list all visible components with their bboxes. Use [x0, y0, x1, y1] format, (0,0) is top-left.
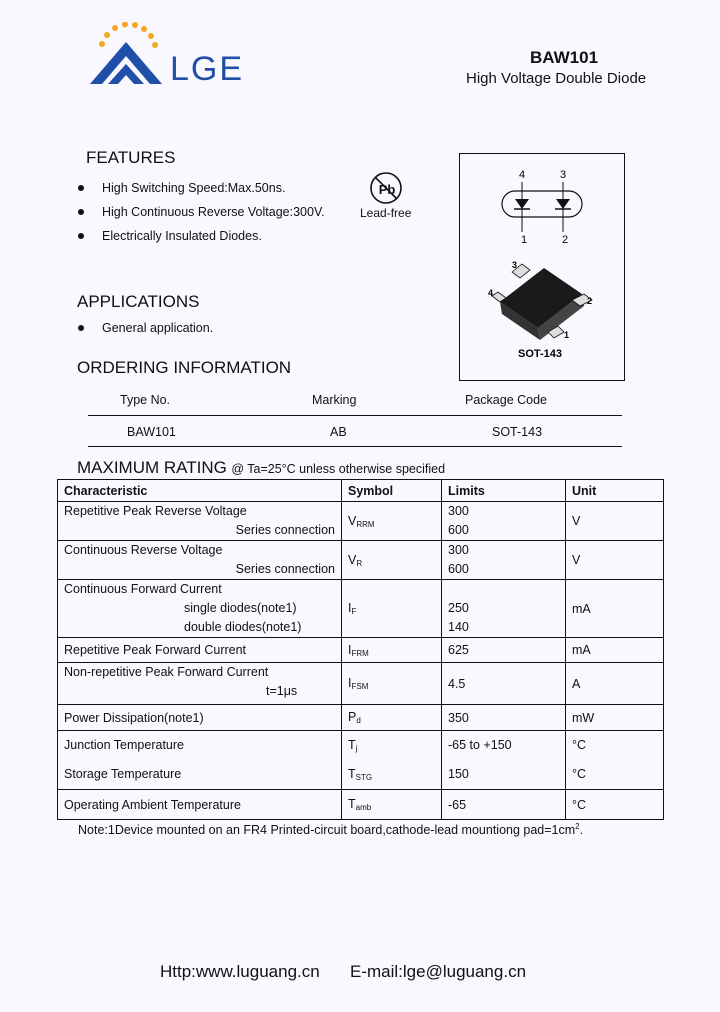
char-text: Continuous Reverse Voltage	[64, 543, 223, 557]
pin-label: 3	[512, 260, 518, 270]
symbol-sub: FRM	[351, 648, 369, 658]
limit-value: 600	[448, 562, 469, 576]
pin-label: 3	[559, 169, 567, 181]
unit: mW	[566, 705, 664, 731]
ordering-type-value: BAW101	[127, 425, 176, 439]
symbol-sub: FSM	[351, 682, 369, 691]
package-name: SOT-143	[517, 348, 563, 360]
table-header: Unit	[566, 480, 664, 502]
ordering-header-type: Type No.	[120, 393, 171, 407]
table-row	[58, 705, 664, 731]
unit: mA	[566, 580, 664, 638]
pb-free-icon	[366, 170, 406, 206]
pin-label: 4	[488, 288, 494, 298]
diode-schematic-icon	[460, 154, 624, 380]
max-rating-heading	[77, 458, 445, 478]
bullet-icon	[78, 325, 84, 331]
list-item: High Switching Speed:Max.50ns.	[78, 176, 325, 200]
table-row	[58, 731, 664, 790]
table-header-row	[58, 480, 664, 502]
char-text: Non-repetitive Peak Forward Current	[64, 665, 269, 679]
limit-value: 300	[448, 543, 469, 557]
char-text: Series connection	[235, 523, 335, 537]
char-text: Power Dissipation(note1)	[58, 705, 342, 731]
unit: mA	[566, 638, 664, 663]
part-number: BAW101	[530, 48, 599, 67]
symbol-sub: amb	[355, 803, 372, 812]
table-header: Limits	[442, 480, 566, 502]
table-header: Symbol	[342, 480, 442, 502]
char-text: double diodes(note1)	[184, 620, 302, 634]
company-logo	[88, 22, 168, 93]
symbol: T	[348, 797, 356, 811]
ordering-title: ORDERING INFORMATION	[77, 358, 292, 377]
limit-value: 350	[442, 705, 566, 731]
table-row	[58, 580, 664, 638]
symbol: I	[348, 601, 352, 615]
pin-label: 4	[518, 169, 526, 181]
table-row	[58, 541, 664, 580]
bullet-icon	[78, 185, 84, 191]
char-text: Repetitive Peak Forward Current	[58, 638, 342, 663]
footnote: Note:1Device mounted on an FR4 Printed-circuit board,cathode-lead mountiong $pad=1cm^2$.	[78, 822, 584, 838]
table-row	[58, 790, 664, 820]
divider	[88, 415, 622, 416]
pin-label: 2	[561, 234, 569, 246]
features-list	[78, 176, 325, 248]
part-subtitle: High Voltage Double Diode	[466, 70, 647, 87]
symbol: T	[348, 738, 356, 752]
lead-free-badge	[366, 170, 406, 211]
limit-value: 300	[448, 504, 469, 518]
symbol: I	[348, 642, 352, 657]
table-row	[58, 638, 664, 663]
limit-value: 140	[448, 620, 469, 634]
max-rating-title: MAXIMUM RATING	[77, 458, 227, 477]
symbol: I	[348, 676, 352, 690]
limit-value: -65	[442, 790, 566, 820]
bullet-icon	[78, 233, 84, 239]
char-text: Storage Temperature	[64, 767, 182, 781]
unit: °C	[566, 790, 664, 820]
symbol-sub: j	[355, 744, 358, 753]
divider	[88, 446, 622, 447]
symbol-sub: F	[351, 607, 357, 616]
limit-value: 150	[448, 767, 469, 781]
char-text: Repetitive Peak Reverse Voltage	[64, 504, 247, 518]
char-text: t=1μs	[266, 684, 298, 698]
logo-text: LGE	[170, 50, 245, 88]
symbol-sub: RRM	[356, 519, 375, 529]
limit-value: -65 to +150	[448, 738, 512, 752]
limit-value: 625	[442, 638, 566, 663]
pin-label: 1	[520, 234, 528, 246]
symbol-sub: R	[356, 558, 363, 568]
symbol: T	[348, 767, 356, 781]
list-item: General application.	[78, 318, 213, 338]
max-rating-table	[57, 479, 664, 820]
table-row	[58, 502, 664, 541]
pin-label: 2	[587, 296, 593, 306]
limit-value: 600	[448, 523, 469, 537]
ordering-header-marking: Marking	[312, 393, 357, 407]
limit-value: 4.5	[442, 663, 566, 705]
email-link[interactable]: E-mail:lge@luguang.cn	[350, 962, 527, 981]
char-text: Operating Ambient Temperature	[58, 790, 342, 820]
symbol: P	[348, 710, 357, 724]
unit: °C	[572, 738, 587, 752]
symbol: V	[348, 513, 357, 528]
applications-title: APPLICATIONS	[77, 292, 200, 311]
char-text: Continuous Forward Current	[64, 582, 222, 596]
max-rating-condition: @ Ta=25°C unless otherwise specified	[231, 462, 446, 476]
lead-free-label: Lead-free	[360, 206, 412, 220]
char-text: Series connection	[235, 562, 335, 576]
logo-mark-icon	[88, 22, 168, 88]
unit: V	[566, 541, 664, 580]
char-text: Junction Temperature	[64, 738, 184, 752]
ordering-package-value: SOT-143	[492, 425, 543, 439]
symbol-sub: STG	[355, 773, 373, 782]
limit-value: 250	[448, 601, 469, 615]
char-text: single diodes(note1)	[184, 601, 297, 615]
ordering-header-package: Package Code	[465, 393, 548, 407]
list-item: High Continuous Reverse Voltage:300V.	[78, 200, 325, 224]
ordering-marking-value: AB	[330, 425, 347, 439]
bullet-icon	[78, 209, 84, 215]
symbol: V	[348, 552, 357, 567]
svg-text:Pb: Pb	[378, 182, 396, 197]
website-link[interactable]: Http:www.luguang.cn	[160, 962, 320, 981]
list-item: Electrically Insulated Diodes.	[78, 224, 325, 248]
features-title: FEATURES	[86, 148, 176, 167]
symbol-sub: d	[356, 716, 361, 725]
table-header: Characteristic	[58, 480, 342, 502]
pin-label: 1	[564, 330, 570, 340]
table-row	[58, 663, 664, 705]
package-diagram	[459, 153, 625, 381]
unit: °C	[572, 767, 587, 781]
unit: A	[566, 663, 664, 705]
unit: V	[566, 502, 664, 541]
